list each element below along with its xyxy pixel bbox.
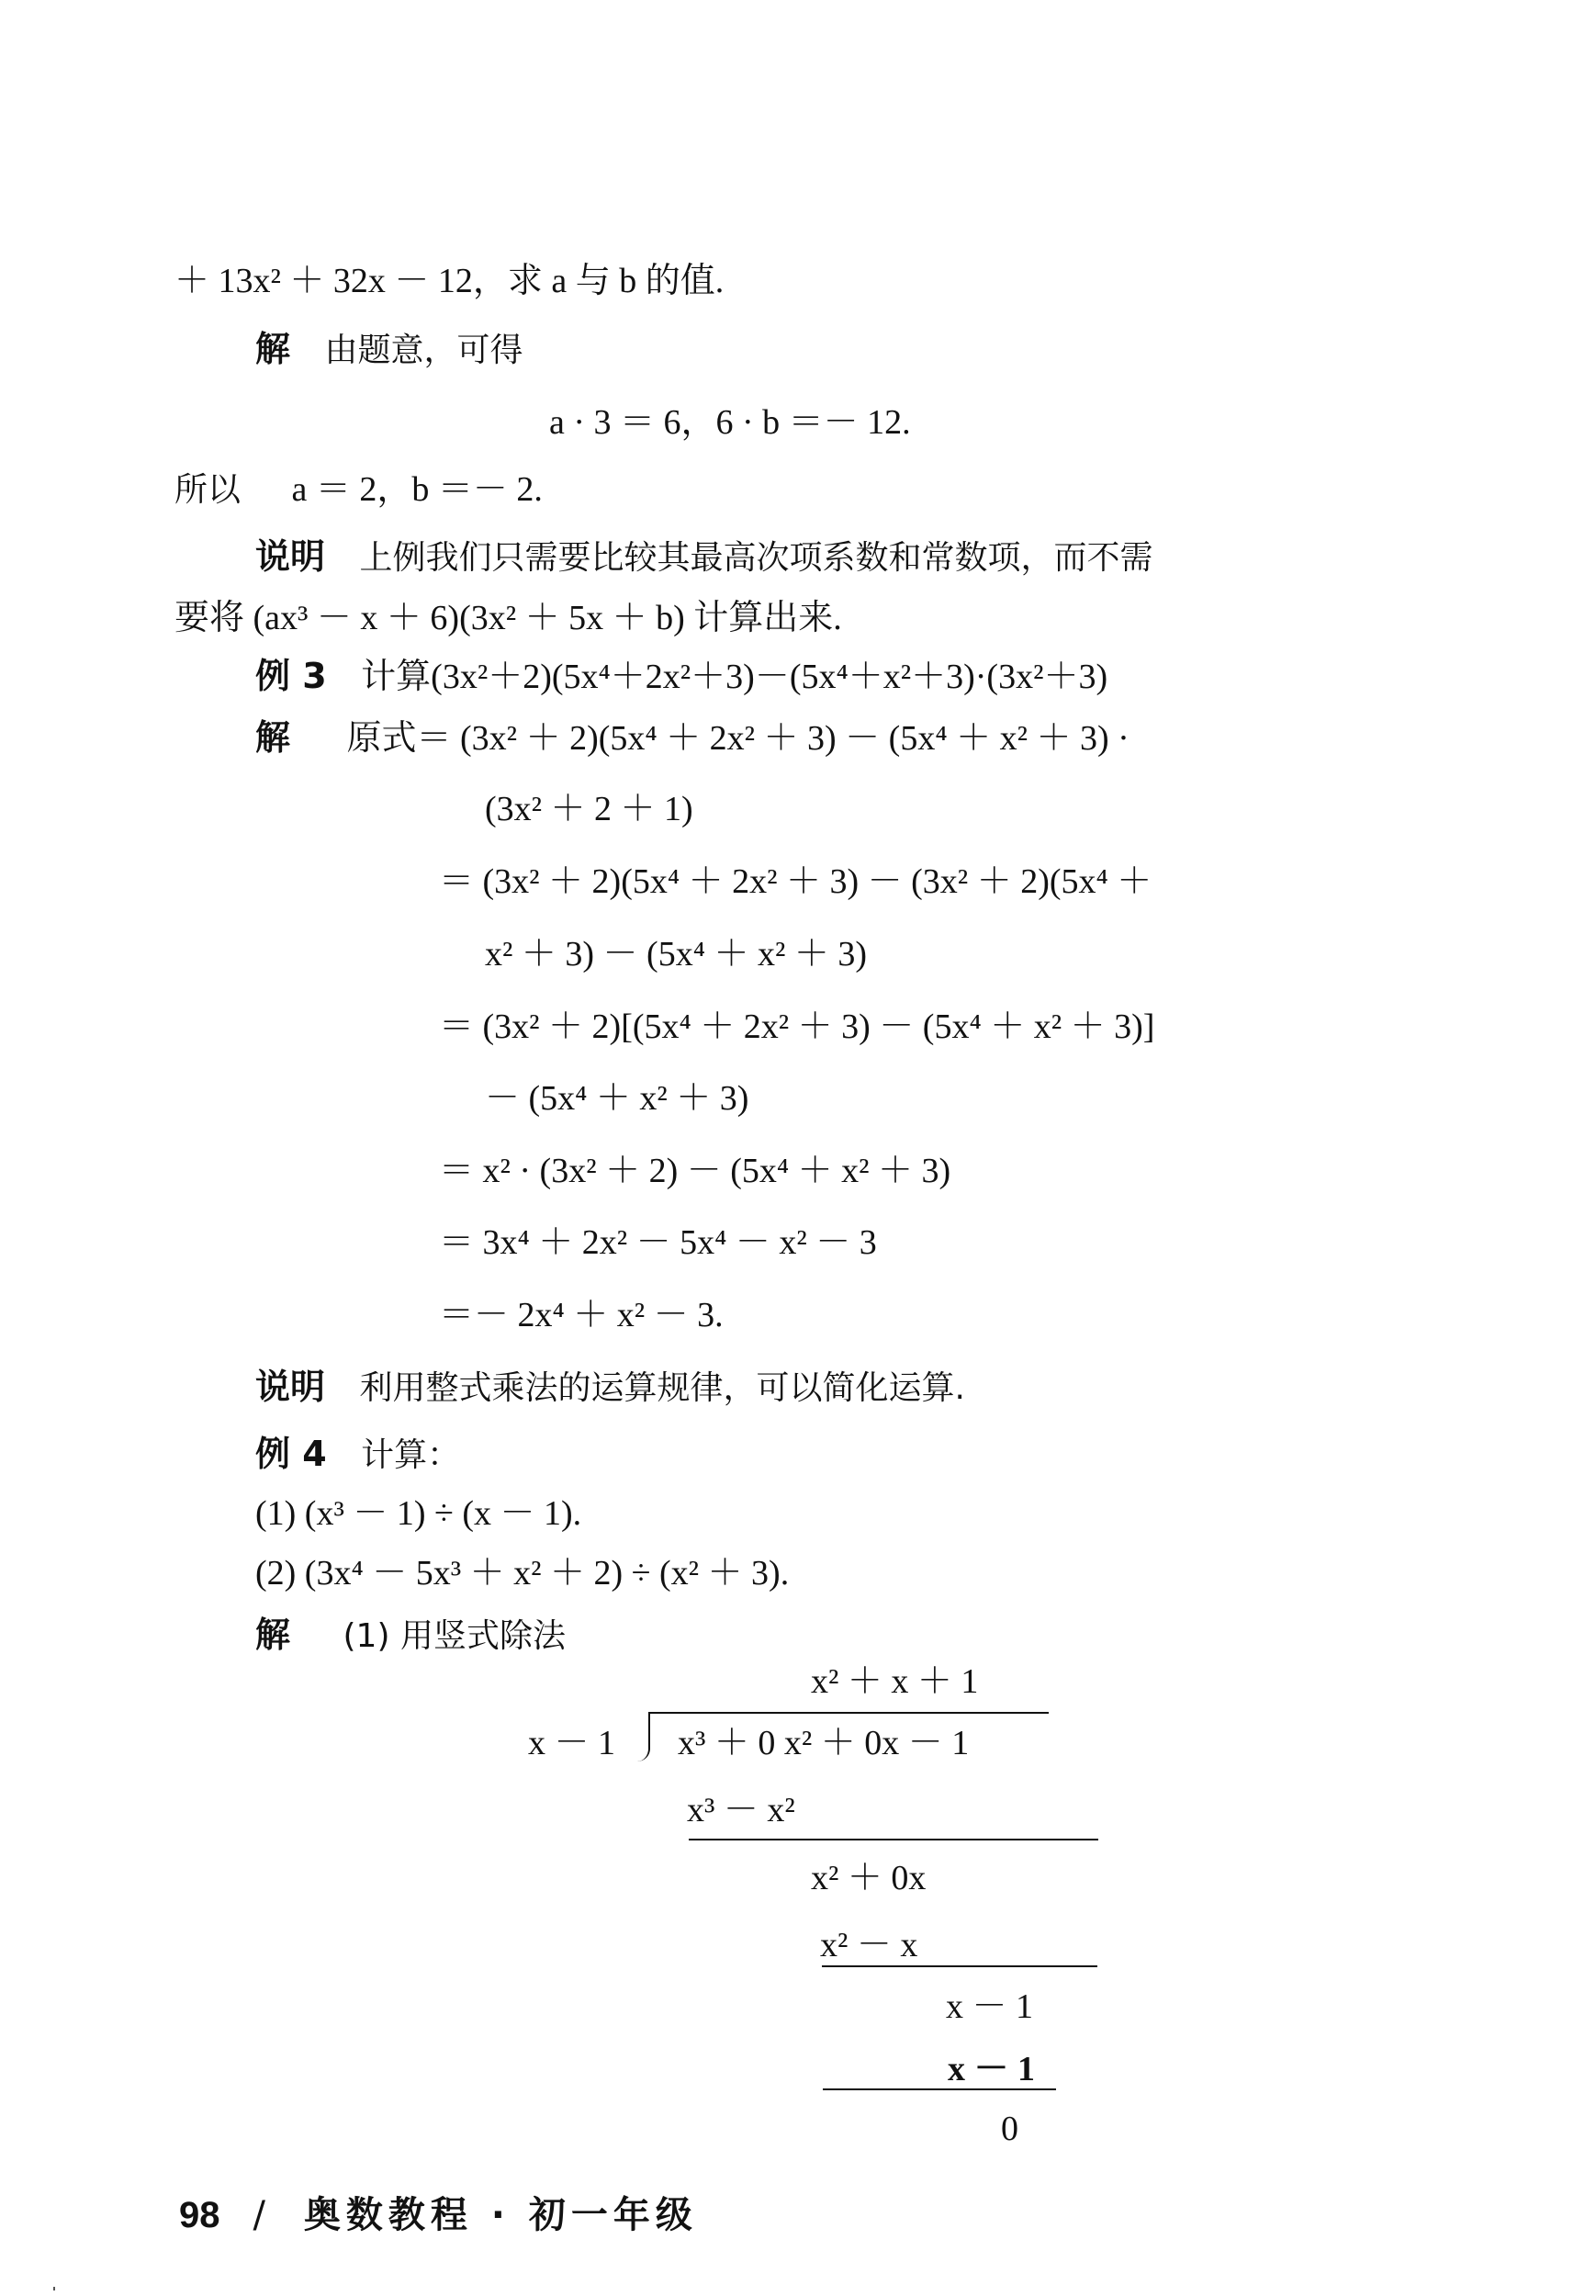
note-text: 上例我们只需要比较其最高次项系数和常数项，而不需 [359,539,1153,577]
solution-text: 由题意，可得 [324,332,523,369]
solution-step: － (5x⁴ ＋ x² ＋ 3) [485,1079,749,1118]
conclusion-label: 所以 [174,471,242,509]
note-label: 说明 [255,536,326,577]
solution-intro [255,328,523,372]
step-2-subtract [820,1924,917,1966]
scan-artifact [53,2287,55,2290]
solution-step: ＝ x² · (3x² ＋ 2) － (5x⁴ ＋ x² ＋ 3) [439,1152,951,1190]
step-1-subtract [687,1789,795,1831]
divisor-text: x － 1 [528,1724,616,1762]
solution-3-line-4 [485,933,867,975]
solution-label: 解 [255,717,291,758]
step-2-rule [822,1965,1097,1967]
page-footer [179,2186,698,2238]
dividend [678,1722,969,1764]
problem-text: ＋ 13x² ＋ 32x － 12，求 a 与 b 的值. [174,262,725,300]
example-4-part-1 [255,1492,581,1535]
solution-3-line-5 [439,1006,1154,1048]
solution-3-line-8 [439,1221,877,1264]
note-text: 利用整式乘法的运算规律，可以简化运算. [359,1369,965,1407]
final-remainder [1001,2108,1018,2150]
solution-3-line-7 [439,1150,950,1192]
solution-step: (3x² ＋ 2 ＋ 1) [485,790,693,828]
solution-label: 解 [255,1615,291,1655]
note-1-continued [174,597,842,639]
divisor [528,1722,615,1764]
page-number: 98 [179,2195,220,2235]
solution-label: 解 [255,329,291,369]
solution-3-line-1 [255,716,1130,760]
equation-line [549,401,911,444]
example-label: 例 4 [255,1434,327,1474]
solution-step: ＝－ 2x⁴ ＋ x² － 3. [439,1296,724,1334]
division-overline [648,1712,1049,1714]
step-text: x² － x [820,1926,918,1964]
example-3-heading [255,655,1107,698]
note-text-cont: 要将 (ax³ － x ＋ 6)(3x² ＋ 5x ＋ b) 计算出来. [174,599,842,637]
solution-3-line-6 [485,1077,748,1120]
quotient-text: x² ＋ x ＋ 1 [811,1662,979,1701]
book-title: 奥数教程 · 初一年级 [303,2194,698,2236]
note-label: 说明 [255,1367,326,1407]
step-text: x³ － x² [687,1791,795,1829]
solution-step: 原式＝ (3x² ＋ 2)(5x⁴ ＋ 2x² ＋ 3) － (5x⁴ ＋ x² ＋ 3) · [346,719,1130,758]
step-text: x² ＋ 0x [811,1859,927,1897]
dividend-text: x³ ＋ 0 x² ＋ 0x － 1 [678,1724,970,1762]
solution-3-line-2 [485,788,693,830]
step-2-remainder [946,1986,1033,2028]
solution-step: x² ＋ 3) － (5x⁴ ＋ x² ＋ 3) [485,935,867,974]
example-4-part-2 [255,1552,789,1594]
step-3-subtract [948,2048,1035,2090]
conclusion-value: a ＝ 2，b ＝－ 2. [291,470,543,509]
equation: a · 3 ＝ 6，6 · b ＝－ 12. [549,403,911,442]
problem-part: (1) (x³ － 1) ÷ (x － 1). [255,1494,582,1533]
example-label: 例 3 [255,656,327,696]
solution-step: ＝ (3x² ＋ 2)[(5x⁴ ＋ 2x² ＋ 3) － (5x⁴ ＋ x² ＋ 3)] [439,1007,1155,1046]
step-1-rule [689,1839,1098,1840]
solution-step: ＝ 3x⁴ ＋ 2x² － 5x⁴ － x² － 3 [439,1223,877,1262]
division-bracket [635,1714,650,1761]
solution-3-line-3 [439,861,1152,903]
quotient [811,1660,978,1703]
note-2 [255,1366,965,1410]
solution-3-line-9 [439,1294,724,1336]
note-1 [255,535,1153,580]
step-1-remainder [811,1857,926,1899]
continued-problem-line [174,260,724,302]
solution-step: ＝ (3x² ＋ 2)(5x⁴ ＋ 2x² ＋ 3) － (3x² ＋ 2)(5x⁴ ＋ [439,862,1152,901]
example-4-heading [255,1433,460,1477]
problem-part: (2) (3x⁴ － 5x³ ＋ x² ＋ 2) ÷ (x² ＋ 3). [255,1554,790,1593]
solution-4-heading [255,1614,566,1658]
step-3-rule [823,2088,1056,2090]
solution-text: (1) 用竖式除法 [343,1617,566,1655]
step-text: x － 1 [948,2050,1036,2088]
footer-separator: / [253,2194,271,2236]
conclusion-line [174,468,543,512]
example-text: 计算： [361,1436,461,1474]
example-text: 计算(3x²＋2)(5x⁴＋2x²＋3)－(5x⁴＋x²＋3)·(3x²＋3) [361,658,1108,696]
step-text: x － 1 [946,1987,1034,2026]
remainder-text: 0 [1001,2110,1018,2148]
